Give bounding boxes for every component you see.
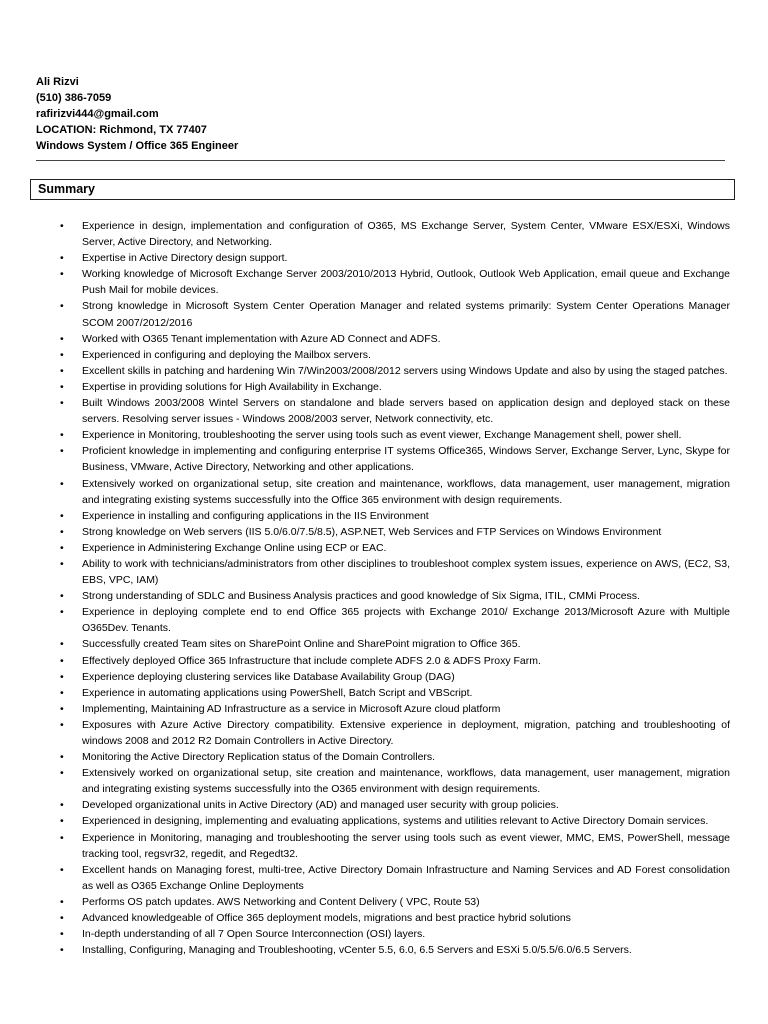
contact-header bbox=[36, 74, 238, 154]
job-title: Windows System / Office 365 Engineer bbox=[36, 140, 239, 152]
summary-item: • Experience in installing and configuring applications in the IIS Environment bbox=[82, 508, 730, 524]
summary-item: • Expertise in providing solutions for High Availability in Exchange. bbox=[82, 379, 730, 395]
summary-item: • Experience in Monitoring, managing and troubleshooting the server using tools such as event viewer, MMC, EMS, PowerShell, message tracking tool, regsvr32, regedit, and Regedt32. bbox=[82, 830, 730, 862]
summary-item: • Extensively worked on organizational setup, site creation and maintenance, workflows, data management, user management, migration and integrating existing systems successfully into the Office 365 environment with design requirements. bbox=[82, 476, 730, 508]
summary-item: • Installing, Configuring, Managing and Troubleshooting, vCenter 5.5, 6.0, 6.5 Servers and ESXi 5.0/5.5/6.0/6.5 Servers. bbox=[82, 942, 730, 958]
summary-heading: Summary bbox=[30, 179, 735, 200]
summary-item: • Excellent hands on Managing forest, multi-tree, Active Directory Domain Infrastructure and Naming Services and AD Forest consolidation as well as O365 Exchange Online Deployments bbox=[82, 862, 730, 894]
summary-item: • Implementing, Maintaining AD Infrastructure as a service in Microsoft Azure cloud platform bbox=[82, 701, 730, 717]
summary-item: • Experience in automating applications using PowerShell, Batch Script and VBScript. bbox=[82, 685, 730, 701]
summary-item: • Strong knowledge on Web servers (IIS 5.0/6.0/7.5/8.5), ASP.NET, Web Services and FTP Services on Windows Environment bbox=[82, 524, 730, 540]
header-divider bbox=[36, 160, 725, 161]
summary-item: • Monitoring the Active Directory Replication status of the Domain Controllers. bbox=[82, 749, 730, 765]
summary-item: • Experience in deploying complete end to end Office 365 projects with Exchange 2010/ Exchange 2013/Microsoft Azure with Multiple O365Dev. Tenants. bbox=[82, 604, 730, 636]
summary-item: • Experience in design, implementation and configuration of O365, MS Exchange Server, System Center, VMware ESX/ESXi, Windows Server, Active Directory, and Networking. bbox=[82, 218, 730, 250]
summary-item: • Strong understanding of SDLC and Business Analysis practices and good knowledge of Six Sigma, ITIL, CMMi Process. bbox=[82, 588, 730, 604]
summary-item: • Experienced in configuring and deploying the Mailbox servers. bbox=[82, 347, 730, 363]
summary-list bbox=[82, 218, 730, 958]
email-address: rafirizvi444@gmail.com bbox=[36, 108, 159, 120]
summary-item: • Expertise in Active Directory design support. bbox=[82, 250, 730, 266]
summary-item: • Successfully created Team sites on SharePoint Online and SharePoint migration to Office 365. bbox=[82, 636, 730, 652]
summary-item: • Experience in Monitoring, troubleshooting the server using tools such as event viewer, Exchange Management shell, power shell. bbox=[82, 427, 730, 443]
phone-number: (510) 386-7059 bbox=[36, 92, 112, 104]
summary-item: • Proficient knowledge in implementing and configuring enterprise IT systems Office365, Windows Server, Exchange Server, Lync, Skype for Business, VMware, Active Directory, Networking and other applications. bbox=[82, 443, 730, 475]
summary-item: • Experience deploying clustering services like Database Availability Group (DAG) bbox=[82, 669, 730, 685]
summary-item: • Performs OS patch updates. AWS Networking and Content Delivery ( VPC, Route 53) bbox=[82, 894, 730, 910]
summary-item: • Effectively deployed Office 365 Infrastructure that include complete ADFS 2.0 & ADFS Proxy Farm. bbox=[82, 653, 730, 669]
summary-item: • Ability to work with technicians/administrators from other disciplines to troubleshoot complex system issues, experience on AWS, (EC2, S3, EBS, VPC, IAM) bbox=[82, 556, 730, 588]
summary-item: • Experience in Administering Exchange Online using ECP or EAC. bbox=[82, 540, 730, 556]
summary-item: • Excellent skills in patching and hardening Win 7/Win2003/2008/2012 servers using Windows Update and also by using the staged patches. bbox=[82, 363, 730, 379]
summary-item: • Developed organizational units in Active Directory (AD) and managed user security with group policies. bbox=[82, 797, 730, 813]
candidate-name: Ali Rizvi bbox=[36, 76, 79, 88]
summary-item: • Exposures with Azure Active Directory compatibility. Extensive experience in deployment, migration, patching and troubleshooting of windows 2008 and 2012 R2 Domain Controllers in Active Directory. bbox=[82, 717, 730, 749]
location: LOCATION: Richmond, TX 77407 bbox=[36, 124, 207, 136]
summary-item: • Built Windows 2003/2008 Wintel Servers on standalone and blade servers based on application design and deployed stack on these servers. Resolving server issues - Windows 2008/2003 server, Network connectivity, etc. bbox=[82, 395, 730, 427]
summary-item: • Extensively worked on organizational setup, site creation and maintenance, workflows, data management, user management, migration and integrating existing systems successfully into the O365 environment with design requirements. bbox=[82, 765, 730, 797]
summary-item: • Advanced knowledgeable of Office 365 deployment models, migrations and best practice hybrid solutions bbox=[82, 910, 730, 926]
summary-item: • Strong knowledge in Microsoft System Center Operation Manager and related systems primarily: System Center Operations Manager SCOM 2007/2012/2016 bbox=[82, 298, 730, 330]
summary-item: • Working knowledge of Microsoft Exchange Server 2003/2010/2013 Hybrid, Outlook, Outlook Web Application, email queue and Exchange Push Mail for mobile devices. bbox=[82, 266, 730, 298]
summary-item: • In-depth understanding of all 7 Open Source Interconnection (OSI) layers. bbox=[82, 926, 730, 942]
summary-item: • Experienced in designing, implementing and evaluating applications, systems and utilities relevant to Active Directory Domain services. bbox=[82, 813, 730, 829]
summary-item: • Worked with O365 Tenant implementation with Azure AD Connect and ADFS. bbox=[82, 331, 730, 347]
